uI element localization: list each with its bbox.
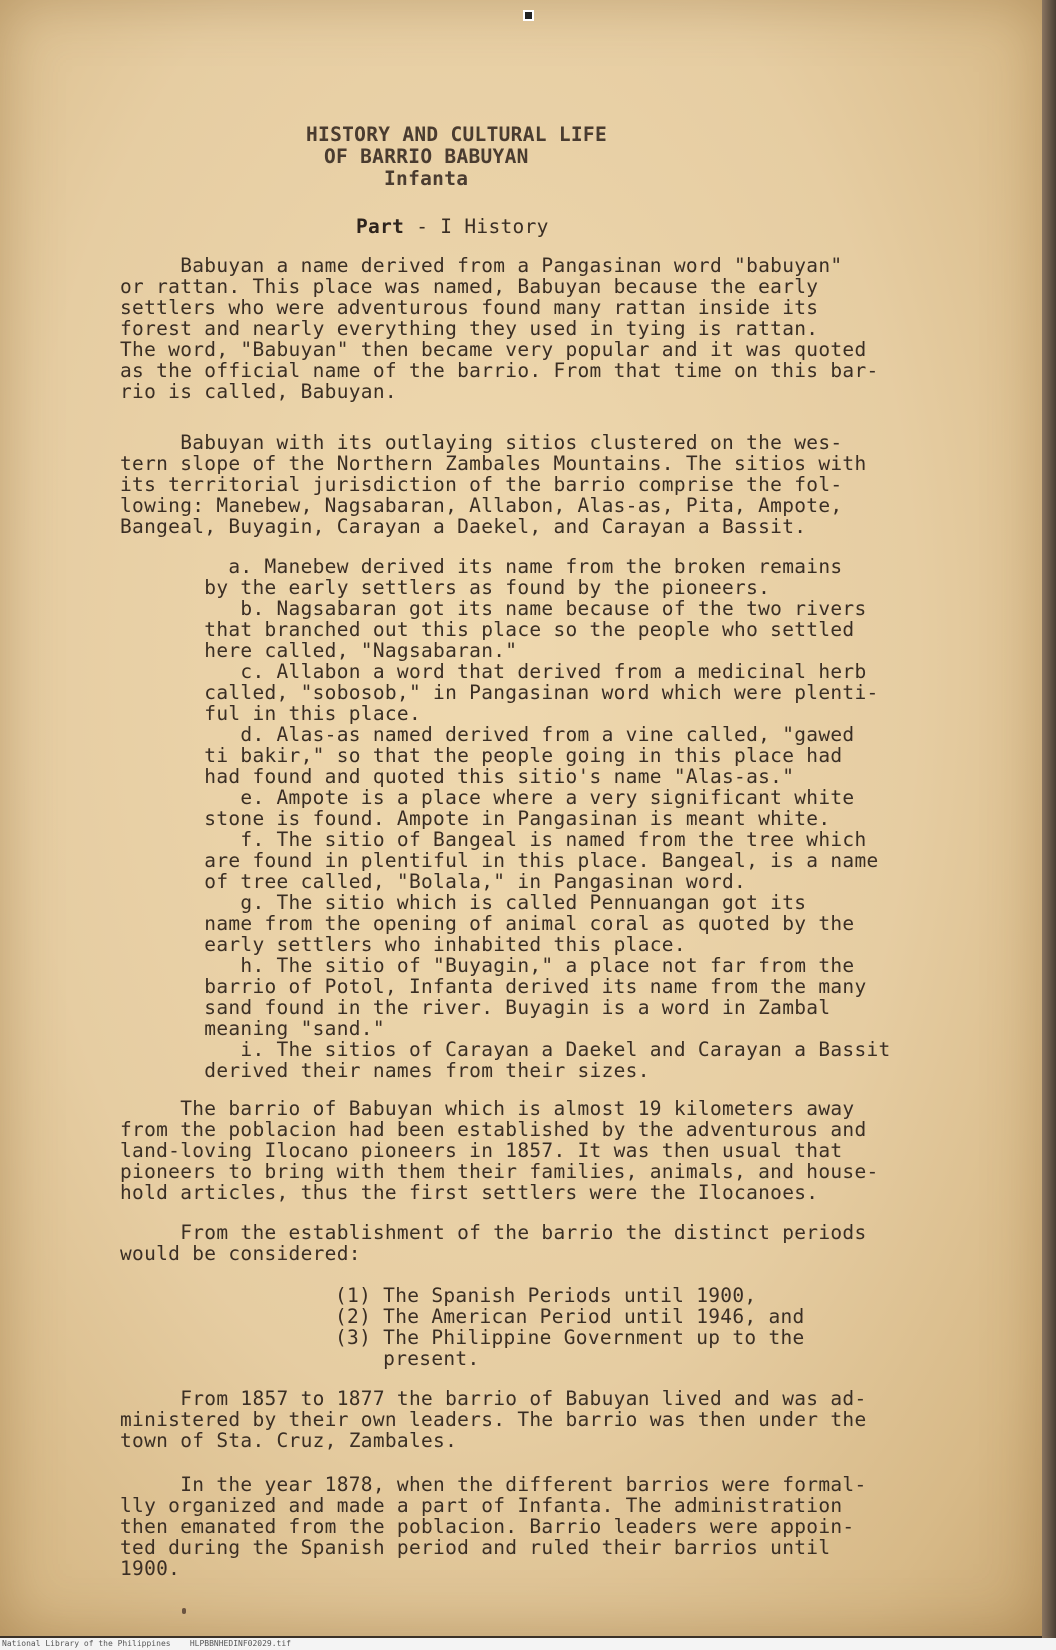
list-item: g. The sitio which is called Pennuangan got its bbox=[120, 891, 807, 914]
list-item: meaning "sand." bbox=[120, 1017, 385, 1040]
text-line: land-loving Ilocano pioneers in 1857. It was then usual that bbox=[120, 1139, 843, 1162]
text-line: ted during the Spanish period and ruled their barrios until bbox=[120, 1536, 831, 1559]
list-item: derived their names from their sizes. bbox=[120, 1059, 650, 1082]
list-item: (2) The American Period until 1946, and bbox=[335, 1305, 805, 1328]
part-heading-rest: - I History bbox=[404, 215, 549, 238]
list-item: called, "sobosob," in Pangasinan word which were plenti- bbox=[120, 681, 879, 704]
paragraph-2 bbox=[120, 432, 920, 537]
text-line: would be considered: bbox=[120, 1242, 361, 1265]
periods-list bbox=[335, 1285, 805, 1369]
paragraph-6 bbox=[120, 1474, 920, 1579]
list-item: of tree called, "Bolala," in Pangasinan word. bbox=[120, 870, 747, 893]
document-title bbox=[300, 124, 760, 190]
text-line: from the poblacion had been established by the adventurous and bbox=[120, 1118, 867, 1141]
text-line: From the establishment of the barrio the distinct periods bbox=[120, 1221, 867, 1244]
text-line: From 1857 to 1877 the barrio of Babuyan lived and was ad- bbox=[120, 1387, 867, 1410]
text-line: Babuyan with its outlaying sitios clustered on the wes- bbox=[120, 431, 843, 454]
text-line: In the year 1878, when the different barrios were formal- bbox=[120, 1473, 867, 1496]
paragraph-5 bbox=[120, 1388, 920, 1451]
list-item: barrio of Potol, Infanta derived its name from the many bbox=[120, 975, 867, 998]
text-line: lowing: Manebew, Nagsabaran, Allabon, Alas-as, Pita, Ampote, bbox=[120, 494, 843, 517]
title-line: Infanta bbox=[384, 167, 469, 190]
list-item: that branched out this place so the people who settled bbox=[120, 618, 855, 641]
part-heading-bold: Part bbox=[356, 215, 405, 238]
list-item: c. Allabon a word that derived from a medicinal herb bbox=[120, 660, 867, 683]
list-item: here called, "Nagsabaran." bbox=[120, 639, 518, 662]
list-item: name from the opening of animal coral as quoted by the bbox=[120, 912, 855, 935]
text-line: The barrio of Babuyan which is almost 19 kilometers away bbox=[120, 1097, 855, 1120]
text-line: hold articles, thus the first settlers were the Ilocanoes. bbox=[120, 1181, 819, 1204]
list-item: by the early settlers as found by the pioneers. bbox=[120, 576, 771, 599]
list-item: h. The sitio of "Buyagin," a place not far from the bbox=[120, 954, 855, 977]
text-line: The word, "Babuyan" then became very popular and it was quoted bbox=[120, 338, 867, 361]
list-item: b. Nagsabaran got its name because of the two rivers bbox=[120, 597, 867, 620]
title-line: OF BARRIO BABUYAN bbox=[324, 145, 529, 168]
list-item: (1) The Spanish Periods until 1900, bbox=[335, 1284, 757, 1307]
list-item: had found and quoted this sitio's name "Alas-as." bbox=[120, 765, 795, 788]
list-item: ti bakir," so that the people going in this place had bbox=[120, 744, 843, 767]
text-line: Babuyan a name derived from a Pangasinan word "babuyan" bbox=[120, 254, 843, 277]
list-item: f. The sitio of Bangeal is named from the tree which bbox=[120, 828, 867, 851]
list-item: d. Alas-as named derived from a vine called, "gawed bbox=[120, 723, 855, 746]
list-item: early settlers who inhabited this place. bbox=[120, 933, 686, 956]
text-line: settlers who were adventurous found many rattan inside its bbox=[120, 296, 819, 319]
paragraph-3 bbox=[120, 1098, 920, 1203]
text-line: forest and nearly everything they used in tying is rattan. bbox=[120, 317, 819, 340]
text-line: tern slope of the Northern Zambales Mountains. The sitios with bbox=[120, 452, 867, 475]
list-item: are found in plentiful in this place. Bangeal, is a name bbox=[120, 849, 879, 872]
list-item: sand found in the river. Buyagin is a word in Zambal bbox=[120, 996, 831, 1019]
paragraph-4 bbox=[120, 1222, 920, 1264]
part-heading bbox=[356, 216, 549, 237]
list-item: e. Ampote is a place where a very significant white bbox=[120, 786, 855, 809]
footer-caption: National Library of the Philippines HLPBBNHEDINF02029.tif bbox=[0, 1638, 1056, 1650]
text-line: town of Sta. Cruz, Zambales. bbox=[120, 1429, 458, 1452]
text-line: 1900. bbox=[120, 1557, 181, 1580]
text-line: pioneers to bring with them their families, animals, and house- bbox=[120, 1160, 879, 1183]
text-line: Bangeal, Buyagin, Carayan a Daekel, and Carayan a Bassit. bbox=[120, 515, 807, 538]
list-item: stone is found. Ampote in Pangasinan is meant white. bbox=[120, 807, 831, 830]
sitio-list bbox=[120, 556, 920, 1081]
text-line: as the official name of the barrio. From that time on this bar- bbox=[120, 359, 879, 382]
text-line: ministered by their own leaders. The barrio was then under the bbox=[120, 1408, 867, 1431]
text-line: lly organized and made a part of Infanta. The administration bbox=[120, 1494, 843, 1517]
paper-speck bbox=[182, 1608, 186, 1614]
text-line: rio is called, Babuyan. bbox=[120, 380, 397, 403]
text-line: or rattan. This place was named, Babuyan because the early bbox=[120, 275, 819, 298]
paragraph-1 bbox=[120, 255, 920, 402]
title-line: HISTORY AND CULTURAL LIFE bbox=[306, 123, 607, 146]
text-line: then emanated from the poblacion. Barrio leaders were appoin- bbox=[120, 1515, 855, 1538]
list-item: a. Manebew derived its name from the broken remains bbox=[120, 555, 843, 578]
list-item: present. bbox=[335, 1347, 480, 1370]
list-item: (3) The Philippine Government up to the bbox=[335, 1326, 805, 1349]
text-line: its territorial jurisdiction of the barrio comprise the fol- bbox=[120, 473, 843, 496]
list-item: ful in this place. bbox=[120, 702, 421, 725]
list-item: i. The sitios of Carayan a Daekel and Carayan a Bassit bbox=[120, 1038, 891, 1061]
